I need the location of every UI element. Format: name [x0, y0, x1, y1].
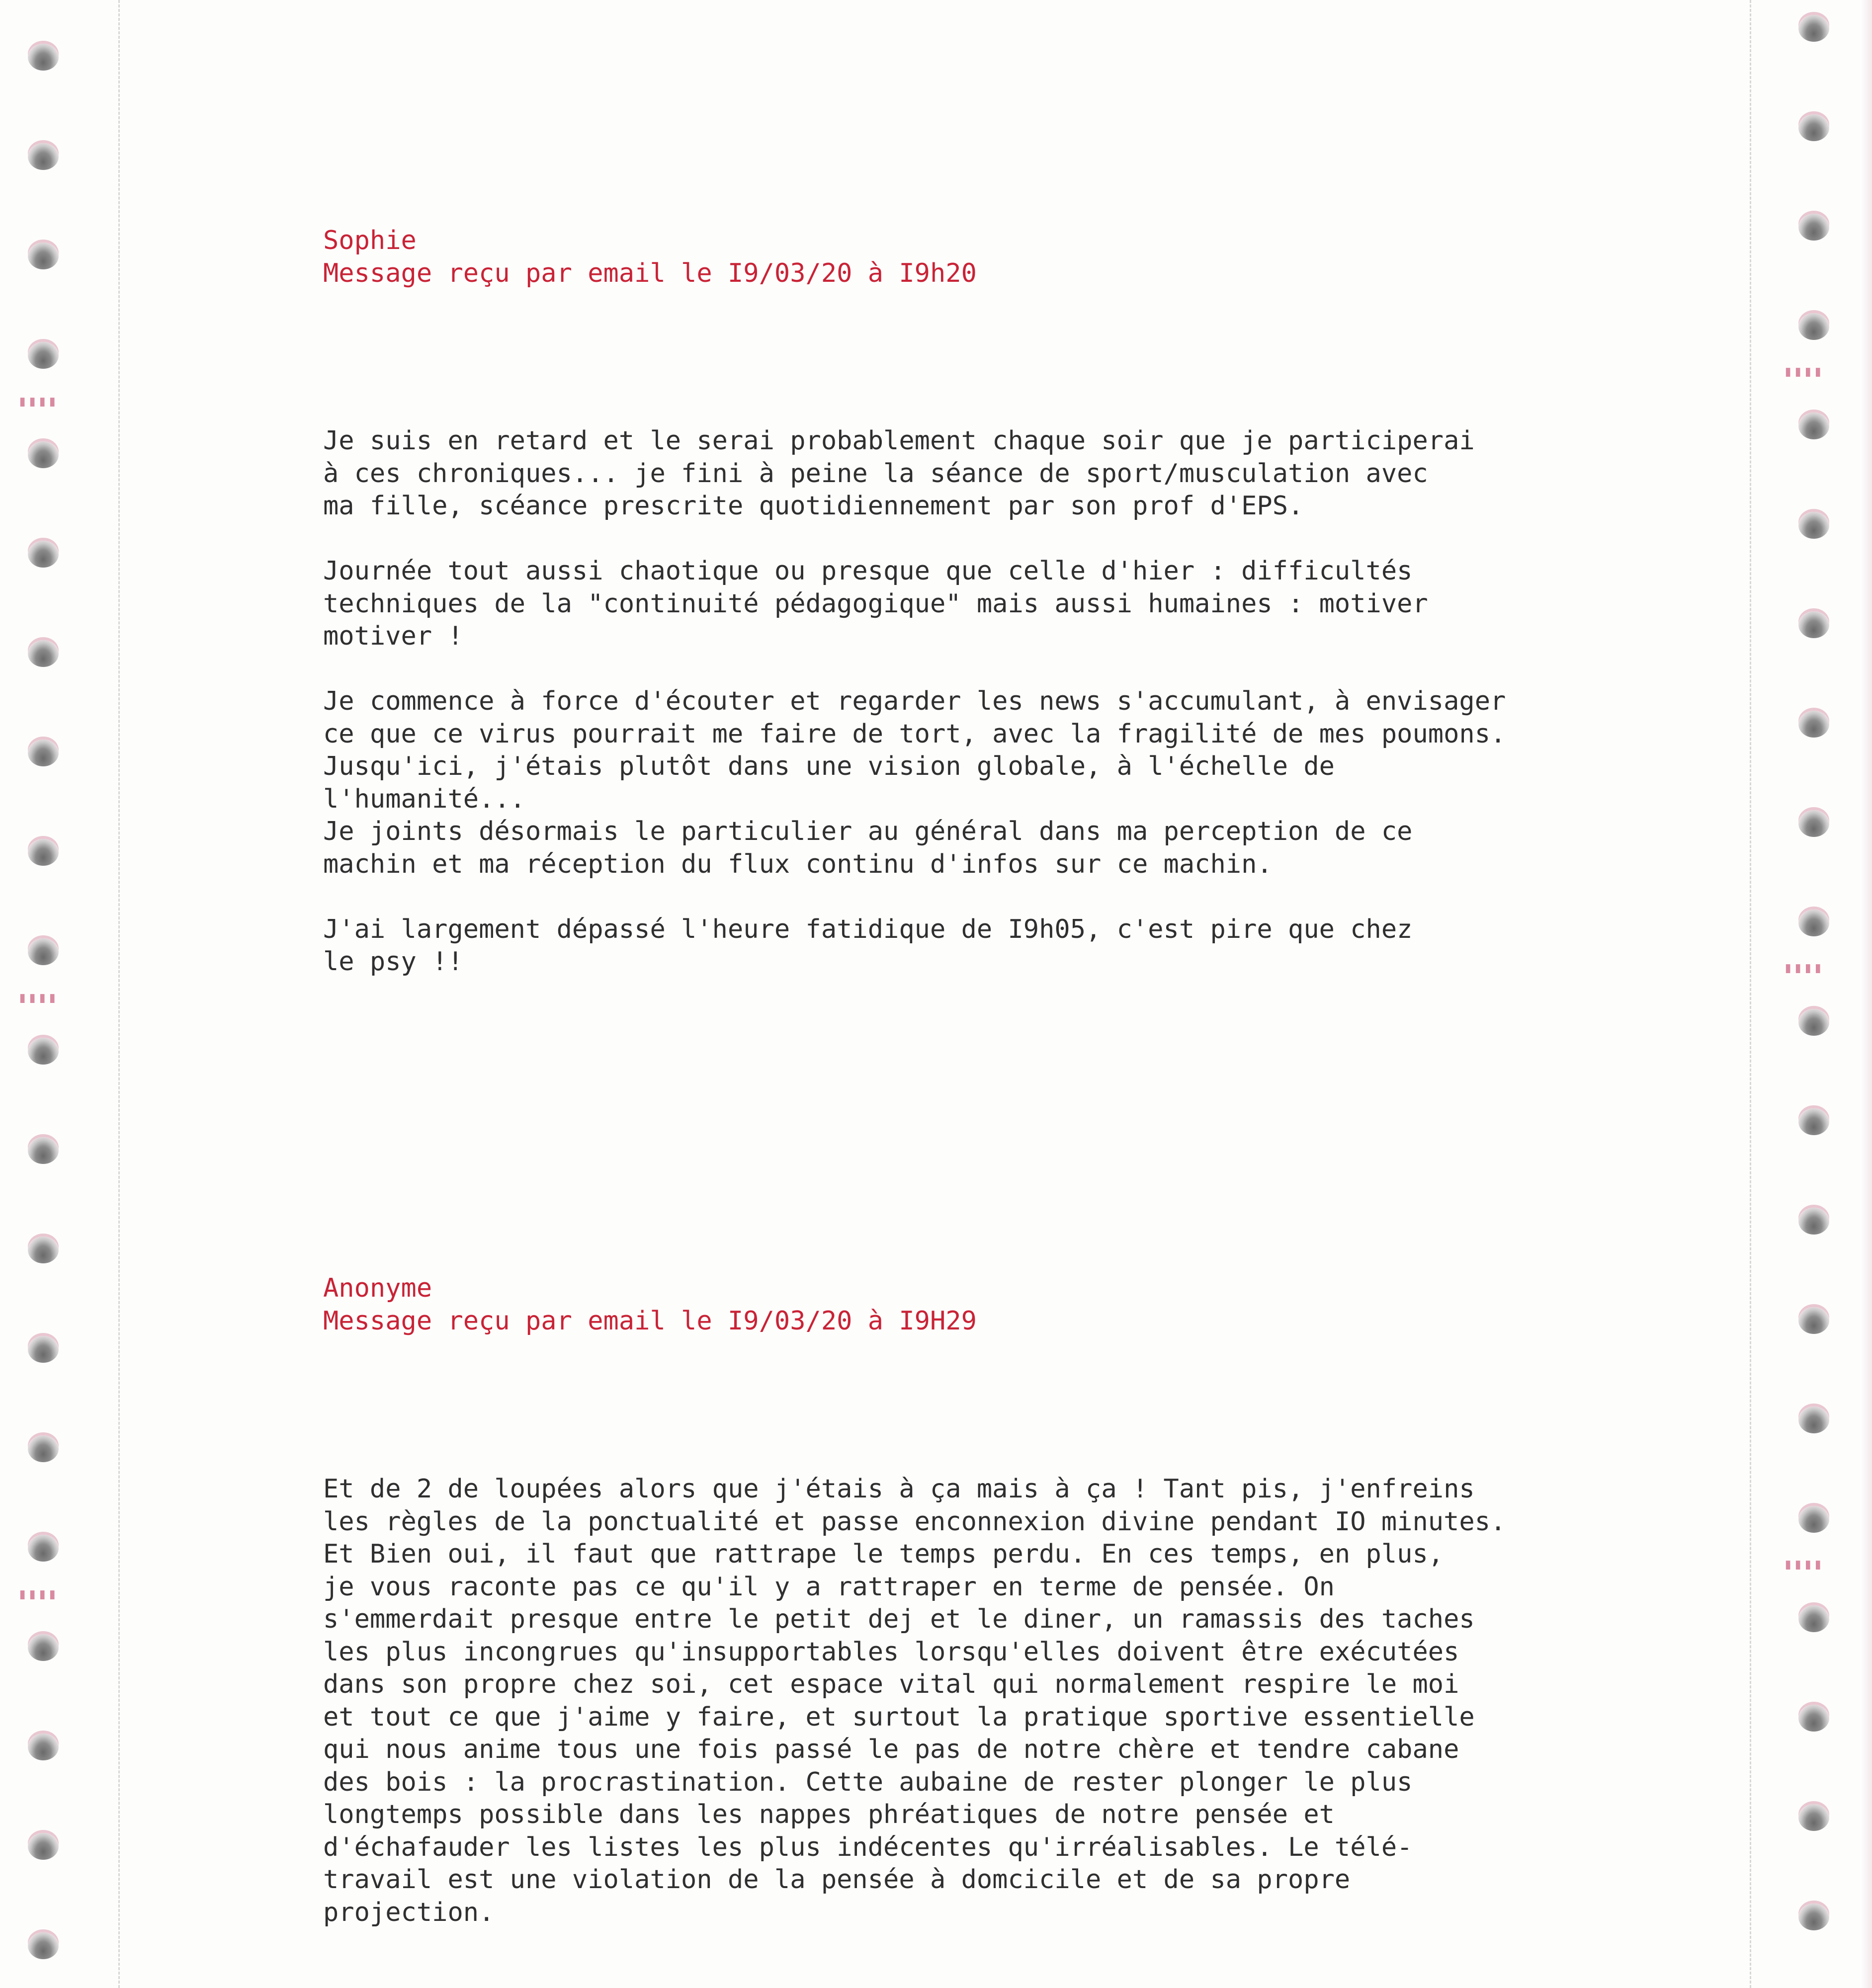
feed-hole	[1798, 413, 1829, 439]
feed-hole	[28, 541, 59, 568]
feed-hole	[28, 1634, 59, 1661]
right-tractor-feed-strip	[1750, 0, 1872, 1988]
feed-hole	[1798, 1506, 1829, 1533]
message-received-line: Message reçu par email le I9/03/20 à I9h20	[323, 258, 977, 288]
feed-hole	[1798, 1407, 1829, 1433]
message-received-line: Message reçu par email le I9/03/20 à I9H29	[323, 1306, 977, 1336]
left-perforation-line	[118, 0, 120, 1988]
text-line: l'humanité...	[323, 784, 525, 814]
tear-mark: ▮▮▮▮	[1784, 959, 1824, 977]
feed-hole	[28, 1137, 59, 1164]
text-line: d'échafauder les listes les plus indécentes qu'irréalisables. Le télé-	[323, 1832, 1413, 1862]
text-line: à ces chroniques... je fini à peine la séance de sport/musculation avec	[323, 458, 1428, 489]
feed-hole	[28, 441, 59, 468]
text-line: machin et ma réception du flux continu d'infos sur ce machin.	[323, 849, 1273, 879]
feed-hole	[28, 938, 59, 965]
paragraph	[323, 685, 1506, 881]
right-perforation-line	[1750, 0, 1751, 1988]
tear-mark: ▮▮▮▮	[18, 989, 58, 1006]
text-line: ce que ce virus pourrait me faire de tort, avec la fragilité de mes poumons.	[323, 719, 1506, 749]
text-line: qui nous anime tous une fois passé le pas de notre chère et tendre cabane	[323, 1735, 1459, 1764]
text-line: J'ai largement dépassé l'heure fatidique de I9h05, c'est pire que chez	[323, 914, 1413, 944]
text-line: Je joints désormais le particulier au général dans ma perception de ce	[323, 817, 1413, 846]
message-header	[323, 1272, 977, 1337]
feed-hole	[1798, 1904, 1829, 1930]
text-line: s'emmerdait presque entre le petit dej et le diner, un ramassis des taches	[323, 1604, 1475, 1634]
paragraph	[323, 555, 1506, 653]
feed-hole	[28, 640, 59, 667]
feed-hole	[28, 1932, 59, 1959]
text-line: Jusqu'ici, j'étais plutôt dans une vision globale, à l'échelle de	[323, 751, 1335, 781]
text-line: travail est une violation de la pensée à domcicile et de sa propre	[323, 1865, 1351, 1895]
feed-hole	[1798, 313, 1829, 340]
feed-hole	[1798, 611, 1829, 638]
text-line: ma fille, scéance prescrite quotidiennement par son prof d'EPS.	[323, 491, 1304, 521]
text-line: je vous raconte pas ce qu'il y a rattraper en terme de pensée. On	[323, 1572, 1335, 1602]
text-line: et tout ce que j'aime y faire, et surtout la pratique sportive essentielle	[323, 1702, 1475, 1732]
feed-hole	[28, 1237, 59, 1263]
feed-hole	[28, 1336, 59, 1363]
text-line: techniques de la "continuité pédagogique" mais aussi humaines : motiver	[323, 588, 1428, 619]
tear-mark: ▮▮▮▮	[1784, 1556, 1824, 1573]
feed-hole	[1798, 1804, 1829, 1831]
text-line: les plus incongrues qu'insupportables lorsqu'elles doivent être exécutées	[323, 1637, 1459, 1667]
feed-hole	[1798, 1208, 1829, 1235]
feed-hole	[28, 342, 59, 369]
feed-hole	[28, 1435, 59, 1462]
feed-hole	[28, 1734, 59, 1760]
feed-hole	[28, 1535, 59, 1562]
message-body	[323, 1473, 1506, 1962]
feed-hole	[1798, 910, 1829, 936]
feed-hole	[1798, 114, 1829, 141]
feed-hole	[1798, 214, 1829, 241]
feed-hole	[28, 44, 59, 71]
text-line: les règles de la ponctualité et passe enconnexion divine pendant IO minutes.	[323, 1506, 1506, 1537]
text-line: Je commence à force d'écouter et regarder les news s'accumulant, à envisager	[323, 686, 1506, 716]
feed-hole	[1798, 1605, 1829, 1632]
feed-hole	[28, 243, 59, 269]
feed-hole	[1798, 711, 1829, 738]
paragraph	[323, 425, 1506, 523]
feed-hole	[1798, 1009, 1829, 1036]
feed-hole	[28, 143, 59, 170]
message-body	[323, 425, 1506, 1011]
left-tractor-feed-strip	[0, 0, 99, 1988]
message-author: Anonyme	[323, 1273, 432, 1303]
text-line: le psy !!	[323, 947, 463, 977]
message-entry	[323, 225, 977, 290]
feed-hole	[1798, 1307, 1829, 1334]
text-line: Journée tout aussi chaotique ou presque que celle d'hier : difficultés	[323, 556, 1413, 586]
paragraph	[323, 913, 1506, 979]
feed-hole	[1798, 15, 1829, 42]
feed-hole	[1798, 810, 1829, 837]
tear-mark: ▮▮▮▮	[18, 393, 58, 410]
feed-hole	[1798, 512, 1829, 539]
paragraph	[323, 1473, 1506, 1929]
text-line: Et de 2 de loupées alors que j'étais à ça mais à ça ! Tant pis, j'enfreins	[323, 1474, 1475, 1504]
feed-hole	[1798, 1108, 1829, 1135]
tear-mark: ▮▮▮▮	[1784, 363, 1824, 380]
text-line: Je suis en retard et le serai probablement chaque soir que je participerai	[323, 426, 1475, 456]
text-line: des bois : la procrastination. Cette aubaine de rester plonger le plus	[323, 1767, 1413, 1797]
text-line: dans son propre chez soi, cet espace vital qui normalement respire le moi	[323, 1669, 1459, 1699]
text-line: longtemps possible dans les nappes phréatiques de notre pensée et	[323, 1800, 1335, 1829]
message-entry	[323, 1272, 977, 1337]
text-line: projection.	[323, 1897, 495, 1927]
feed-hole	[1798, 1705, 1829, 1732]
text-line: motiver !	[323, 621, 463, 651]
tear-mark: ▮▮▮▮	[18, 1585, 58, 1603]
feed-hole	[28, 1038, 59, 1065]
message-author: Sophie	[323, 226, 417, 255]
message-header	[323, 225, 977, 290]
paper-right-edge	[1860, 0, 1872, 1988]
text-line: Et Bien oui, il faut que rattrape le temps perdu. En ces temps, en plus,	[323, 1539, 1444, 1569]
feed-hole	[28, 1833, 59, 1860]
feed-hole	[28, 839, 59, 866]
feed-hole	[28, 740, 59, 766]
